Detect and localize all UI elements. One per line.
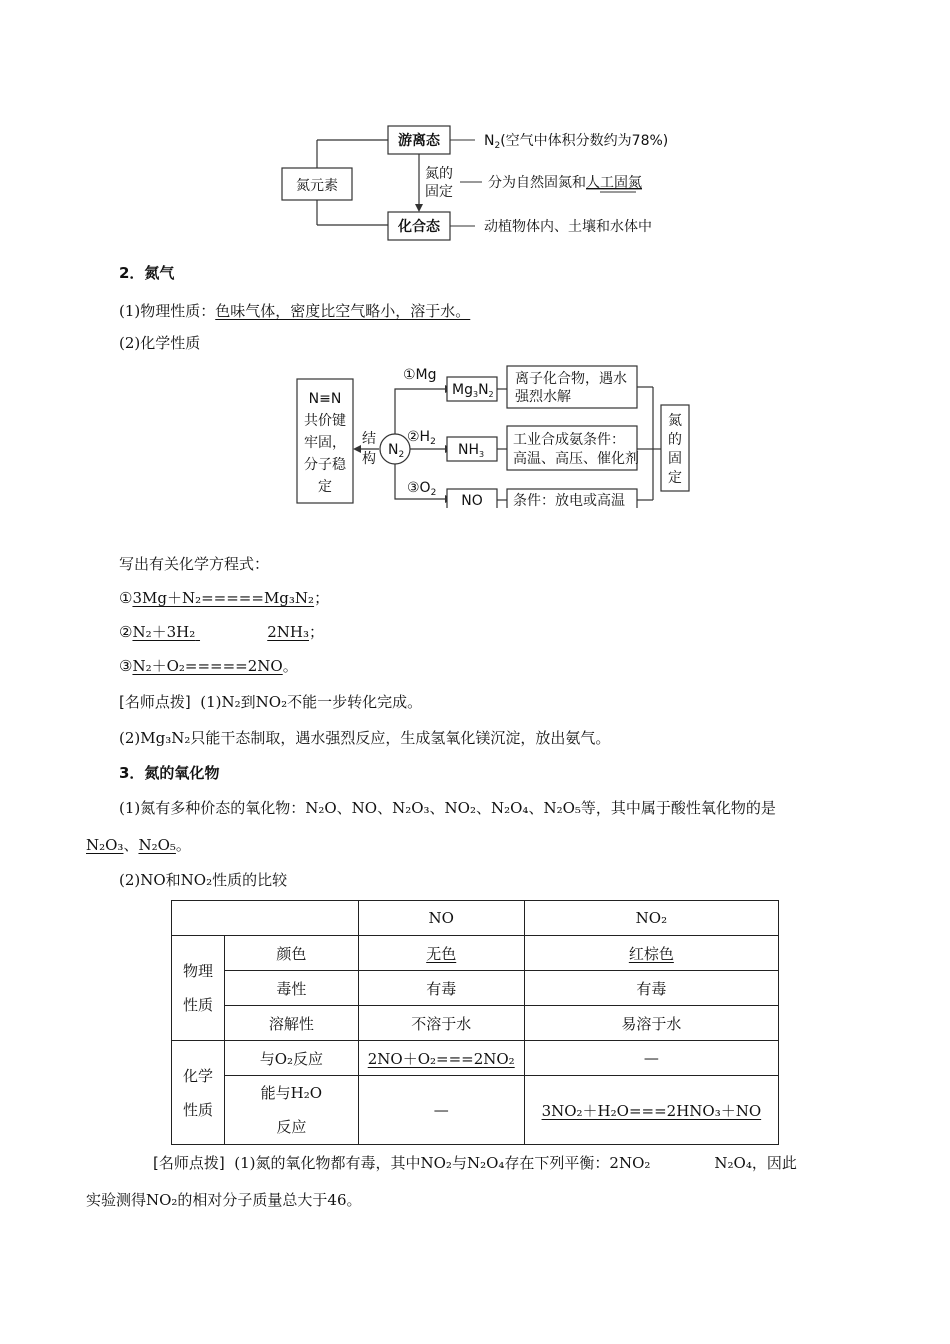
desc-mg-line-1: 离子化合物，遇水 — [515, 371, 627, 387]
equation-3: ③N₂＋O₂=====2NO。 — [119, 657, 298, 675]
desc-o2: 条件：放电或高温 — [513, 493, 625, 508]
structure-label-1: 结 — [362, 431, 376, 447]
reagent-mg: ①Mg — [403, 367, 437, 383]
structure-line-1: N≡N — [308, 391, 342, 407]
compound-state-label: 化合态 — [398, 219, 440, 235]
compare-title: (2)NO和NO₂性质的比较 — [119, 871, 288, 889]
equation-2-left: N₂＋3H₂ — [132, 623, 196, 641]
nitrogen-existence-diagram — [270, 120, 730, 245]
no2-toxicity: 有毒 — [524, 971, 778, 1006]
reagent-h2: $②H_2$ — [407, 429, 436, 447]
section3-acidic: N₂O₃、N₂O₅。 — [86, 836, 191, 854]
physical-properties — [119, 300, 474, 321]
tips1-label: [名师点拨] — [119, 693, 191, 711]
section2-title: 2．氮气 — [119, 264, 175, 282]
equations-intro: 写出有关化学方程式： — [119, 555, 270, 573]
table-row — [172, 1041, 779, 1076]
no2-o2-reaction: — — [524, 1041, 778, 1076]
fixation-desc: 分为自然固氮和人工固氮 — [488, 175, 642, 191]
free-state-label: 游离态 — [398, 133, 440, 149]
desc-mg-line-2: 强烈水解 — [515, 389, 571, 405]
tips2-label: [名师点拨] — [153, 1154, 225, 1172]
table-row — [172, 936, 779, 971]
table-row — [172, 971, 779, 1006]
fixation-char-1: 氮 — [668, 413, 682, 429]
compound-desc: 动植物体内、土壤和水体中 — [484, 219, 652, 235]
table-row — [172, 901, 779, 936]
no-h2o-reaction: — — [358, 1076, 524, 1145]
product-mg3n2: $Mg_3N_2$ — [452, 382, 494, 399]
row-label-solubility: 溶解性 — [225, 1006, 359, 1041]
no-no2-comparison-table — [171, 900, 779, 1145]
physical-value: 色味气体，密度比空气略小，溶于水。 — [215, 302, 471, 320]
group-physical: 物理 性质 — [172, 936, 225, 1041]
acidic-oxide-1: N₂O₃ — [86, 836, 124, 854]
fixation-char-4: 定 — [668, 470, 682, 486]
row-label-toxicity: 毒性 — [225, 971, 359, 1006]
table-row — [172, 1076, 779, 1145]
equation-2: ②N₂＋3H₂ 2NH₃； — [119, 623, 325, 641]
desc-h2-line-2: 高温、高压、催化剂 — [513, 451, 639, 467]
structure-line-4: 分子稳 — [304, 457, 346, 473]
fixation-label-2: 固定 — [425, 184, 453, 200]
arrow-down-icon — [415, 204, 423, 212]
physical-label: (1)物理性质： — [119, 302, 216, 320]
reagent-o2: $③O_2$ — [407, 480, 437, 498]
fixation-char-2: 的 — [668, 432, 682, 448]
row-label-h2o: 能与H₂O 反应 — [225, 1076, 359, 1145]
structure-line-5: 定 — [318, 479, 332, 495]
equation-3-text: N₂＋O₂=====2NO — [132, 657, 283, 675]
product-no: NO — [461, 493, 483, 508]
equation-2-right: 2NH₃ — [267, 623, 309, 641]
fixation-char-3: 固 — [668, 451, 682, 467]
tips1-line2: (2)Mg₃N₂只能干态制取，遇水强烈反应，生成氢氧化镁沉淀，放出氨气。 — [119, 729, 611, 747]
tips2-line1: [名师点拨] (1)氮的氧化物都有毒，其中NO₂与N₂O₄存在下列平衡：2NO₂ N₂O₄，因此 — [153, 1154, 797, 1172]
group-chemical: 化学 性质 — [172, 1041, 225, 1145]
no-solubility: 不溶于水 — [358, 1006, 524, 1041]
structure-label-2: 构 — [362, 451, 376, 467]
product-nh3: $NH_3$ — [458, 442, 485, 459]
fixation-label-1: 氮的 — [425, 166, 453, 182]
no2-h2o-reaction: 3NO₂＋H₂O===2HNO₃＋NO — [541, 1101, 762, 1120]
row-label-color: 颜色 — [225, 936, 359, 971]
structure-line-3: 牢固， — [304, 435, 346, 451]
nitrogen-chemistry-diagram — [295, 363, 695, 508]
no-o2-reaction: 2NO＋O₂===2NO₂ — [367, 1049, 515, 1068]
row-label-o2: 与O₂反应 — [225, 1041, 359, 1076]
equation-1-text: 3Mg＋N₂=====Mg₃N₂ — [132, 589, 315, 607]
acidic-oxide-2: N₂O₅ — [138, 836, 176, 854]
section3-line1: (1)氮有多种价态的氧化物：N₂O、NO、N₂O₃、NO₂、N₂O₄、N₂O₅等，其中属于酸性氧化物的是 — [119, 799, 776, 817]
no-toxicity: 有毒 — [358, 971, 524, 1006]
section3-title: 3．氮的氧化物 — [119, 764, 220, 782]
chemical-label: (2)化学性质 — [119, 334, 201, 352]
header-no: NO — [358, 901, 524, 936]
root-label: 氮元素 — [296, 178, 338, 194]
equation-1: ①3Mg＋N₂=====Mg₃N₂； — [119, 589, 330, 607]
arrow-left-icon — [353, 445, 361, 453]
header-no2: NO₂ — [524, 901, 778, 936]
table-row — [172, 1006, 779, 1041]
no-color: 无色 — [426, 944, 457, 963]
tips2-line2: 实验测得NO₂的相对分子质量总大于46。 — [86, 1191, 362, 1209]
no2-color: 红棕色 — [628, 944, 674, 963]
tips1-line1: [名师点拨] (1)N₂到NO₂不能一步转化完成。 — [119, 693, 423, 711]
n2-label: $N_2$ — [388, 442, 405, 460]
no2-solubility: 易溶于水 — [524, 1006, 778, 1041]
structure-line-2: 共价键 — [304, 413, 346, 429]
free-desc: $N_2$(空气中体积分数约为78%) — [484, 133, 669, 151]
desc-h2-line-1: 工业合成氨条件： — [513, 432, 625, 448]
